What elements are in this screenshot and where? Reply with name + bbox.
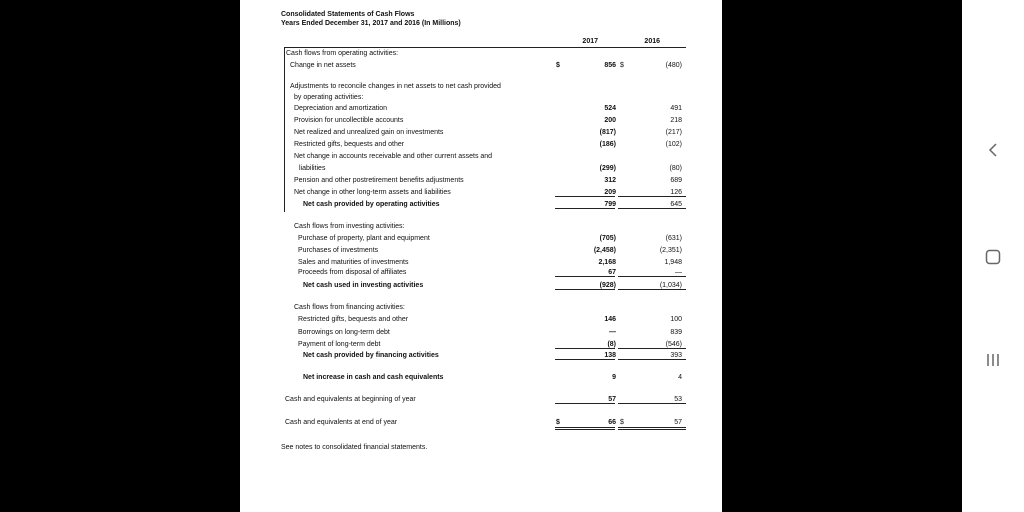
net-cash-investing-2017: (928): [599, 282, 616, 289]
net-change-receivables-line-1-label: Net change in accounts receivable and other current assets and: [294, 153, 493, 160]
borrowings-long-term-debt-label: Borrowings on long-term debt: [298, 329, 390, 336]
net-change-long-term-underline-2016: [618, 196, 686, 197]
net-cash-financing-2016: 393: [670, 352, 682, 359]
net-cash-operating-2017: 799: [604, 201, 616, 208]
document-page: [240, 0, 722, 512]
cash-flows-investing-heading-label: Cash flows from investing activities:: [294, 223, 405, 230]
cash-beginning-year-underline-2016: [618, 403, 686, 404]
net-cash-operating-underline-2016: [618, 208, 686, 209]
cash-end-year-dollar-sign: $: [556, 419, 560, 426]
net-cash-financing-2017: 138: [604, 352, 616, 359]
cash-flows-operating-heading-label: Cash flows from operating activities:: [286, 50, 399, 57]
net-realized-gain-2017: (817): [599, 129, 616, 136]
cash-end-year-double-underline-2017-1: [555, 429, 615, 430]
payment-long-term-debt-underline-2016: [618, 348, 686, 349]
cash-end-year-label: Cash and equivalents at end of year: [285, 419, 398, 426]
proceeds-disposal-label: Proceeds from disposal of affiliates: [298, 269, 407, 276]
purchases-investments-label: Purchases of investments: [298, 247, 379, 254]
net-change-long-term-2016: 126: [670, 189, 682, 196]
net-change-long-term-label: Net change in other long-term assets and liabilities: [294, 189, 451, 196]
sales-maturities-label: Sales and maturities of investments: [298, 259, 409, 266]
restricted-gifts-financing-label: Restricted gifts, bequests and other: [298, 316, 409, 323]
proceeds-disposal-underline-2016: [618, 276, 686, 277]
cash-beginning-year-2016: 53: [674, 396, 682, 403]
net-cash-investing-2016: (1,034): [659, 282, 682, 289]
cash-end-year-dollar-sign-mid: $: [620, 419, 624, 426]
column-header-2017: 2017: [582, 38, 598, 45]
proceeds-disposal-underline-2017: [555, 276, 615, 277]
net-cash-financing-underline-2016: [618, 359, 686, 360]
footer-note: See notes to consolidated financial statements.: [281, 444, 428, 451]
home-square-icon: [985, 249, 1001, 265]
header-rule: [555, 47, 686, 48]
cash-flows-financing-heading-label: Cash flows from financing activities:: [294, 304, 405, 311]
purchases-investments-2016: (2,351): [659, 247, 682, 254]
statement-title: Consolidated Statements of Cash Flows: [281, 11, 415, 18]
payment-long-term-debt-2016: (546): [665, 341, 682, 348]
borrowings-long-term-debt-2016: 839: [670, 329, 682, 336]
restricted-gifts-operating-2017: (186): [599, 141, 616, 148]
depreciation-amortization-2017: 524: [604, 105, 616, 112]
change-in-net-assets-label: Change in net assets: [290, 62, 356, 69]
net-change-long-term-2017: 209: [604, 189, 616, 196]
payment-long-term-debt-2017: (8): [607, 341, 616, 348]
net-cash-operating-2016: 645: [670, 201, 682, 208]
net-cash-investing-underline-2017: [555, 289, 615, 290]
pension-adjustments-label: Pension and other postretirement benefits adjustments: [294, 177, 464, 184]
purchase-property-label: Purchase of property, plant and equipment: [298, 235, 430, 242]
cash-beginning-year-label: Cash and equivalents at beginning of year: [285, 396, 416, 403]
net-realized-gain-2016: (217): [665, 129, 682, 136]
change-in-net-assets-2016: (480): [665, 62, 682, 69]
depreciation-amortization-label: Depreciation and amortization: [294, 105, 387, 112]
pension-adjustments-2016: 689: [670, 177, 682, 184]
restricted-gifts-operating-label: Restricted gifts, bequests and other: [294, 141, 405, 148]
net-cash-operating-underline-2017: [555, 208, 615, 209]
cash-beginning-year-2017: 57: [608, 396, 616, 403]
net-change-receivables-line-2-label: liabilities: [299, 165, 326, 172]
change-in-net-assets-dollar-sign: $: [556, 62, 560, 69]
net-realized-gain-label: Net realized and unrealized gain on investments: [294, 129, 444, 136]
depreciation-amortization-2016: 491: [670, 105, 682, 112]
pension-adjustments-2017: 312: [604, 177, 616, 184]
provision-uncollectible-2017: 200: [604, 117, 616, 124]
adjustments-line-1-label: Adjustments to reconcile changes in net assets to net cash provided: [290, 83, 501, 90]
column-header-2016: 2016: [644, 38, 660, 45]
proceeds-disposal-2017: 67: [608, 269, 616, 276]
net-cash-operating-label: Net cash provided by operating activities: [303, 201, 440, 208]
cash-beginning-year-underline-2017: [555, 403, 615, 404]
net-change-receivables-line-2-2017: (299): [599, 165, 616, 172]
restricted-gifts-financing-2016: 100: [670, 316, 682, 323]
cash-end-year-double-underline-2016-1: [618, 429, 686, 430]
restricted-gifts-operating-2016: (102): [665, 141, 682, 148]
restricted-gifts-financing-2017: 146: [604, 316, 616, 323]
purchase-property-2016: (631): [665, 235, 682, 242]
cash-end-year-double-underline-2016-0: [618, 427, 686, 428]
sales-maturities-2016: 1,948: [664, 259, 682, 266]
navigation-bar: [962, 0, 1024, 512]
net-increase-cash-label: Net increase in cash and cash equivalents: [303, 374, 444, 381]
cash-end-year-2017: 66: [608, 419, 616, 426]
proceeds-disposal-2016: —: [675, 269, 682, 276]
cash-end-year-double-underline-2017-0: [555, 427, 615, 428]
net-cash-investing-underline-2016: [618, 289, 686, 290]
net-change-receivables-line-2-2016: (80): [669, 165, 682, 172]
net-change-long-term-underline-2017: [555, 196, 615, 197]
chevron-left-icon: [986, 142, 1000, 158]
net-cash-financing-label: Net cash provided by financing activities: [303, 352, 439, 359]
borrowings-long-term-debt-2017: —: [609, 329, 616, 336]
net-cash-investing-label: Net cash used in investing activities: [303, 282, 424, 289]
recents-bars-icon: [985, 352, 1001, 368]
cash-end-year-2016: 57: [674, 419, 682, 426]
change-in-net-assets-2017: 856: [604, 62, 616, 69]
sales-maturities-2017: 2,168: [598, 259, 616, 266]
net-increase-cash-2016: 4: [678, 374, 682, 381]
recents-button[interactable]: [980, 347, 1006, 373]
back-button[interactable]: [980, 137, 1006, 163]
purchase-property-2017: (705): [599, 235, 616, 242]
payment-long-term-debt-label: Payment of long-term debt: [298, 341, 381, 348]
change-in-net-assets-dollar-sign-mid: $: [620, 62, 624, 69]
statement-subtitle: Years Ended December 31, 2017 and 2016 (In Millions): [281, 20, 461, 27]
adjustments-line-2-label: by operating activities:: [294, 94, 364, 101]
provision-uncollectible-2016: 218: [670, 117, 682, 124]
purchases-investments-2017: (2,458): [593, 247, 616, 254]
home-button[interactable]: [980, 244, 1006, 270]
net-increase-cash-2017: 9: [612, 374, 616, 381]
net-cash-financing-underline-2017: [555, 359, 615, 360]
provision-uncollectible-label: Provision for uncollectible accounts: [294, 117, 404, 124]
payment-long-term-debt-underline-2017: [555, 348, 615, 349]
